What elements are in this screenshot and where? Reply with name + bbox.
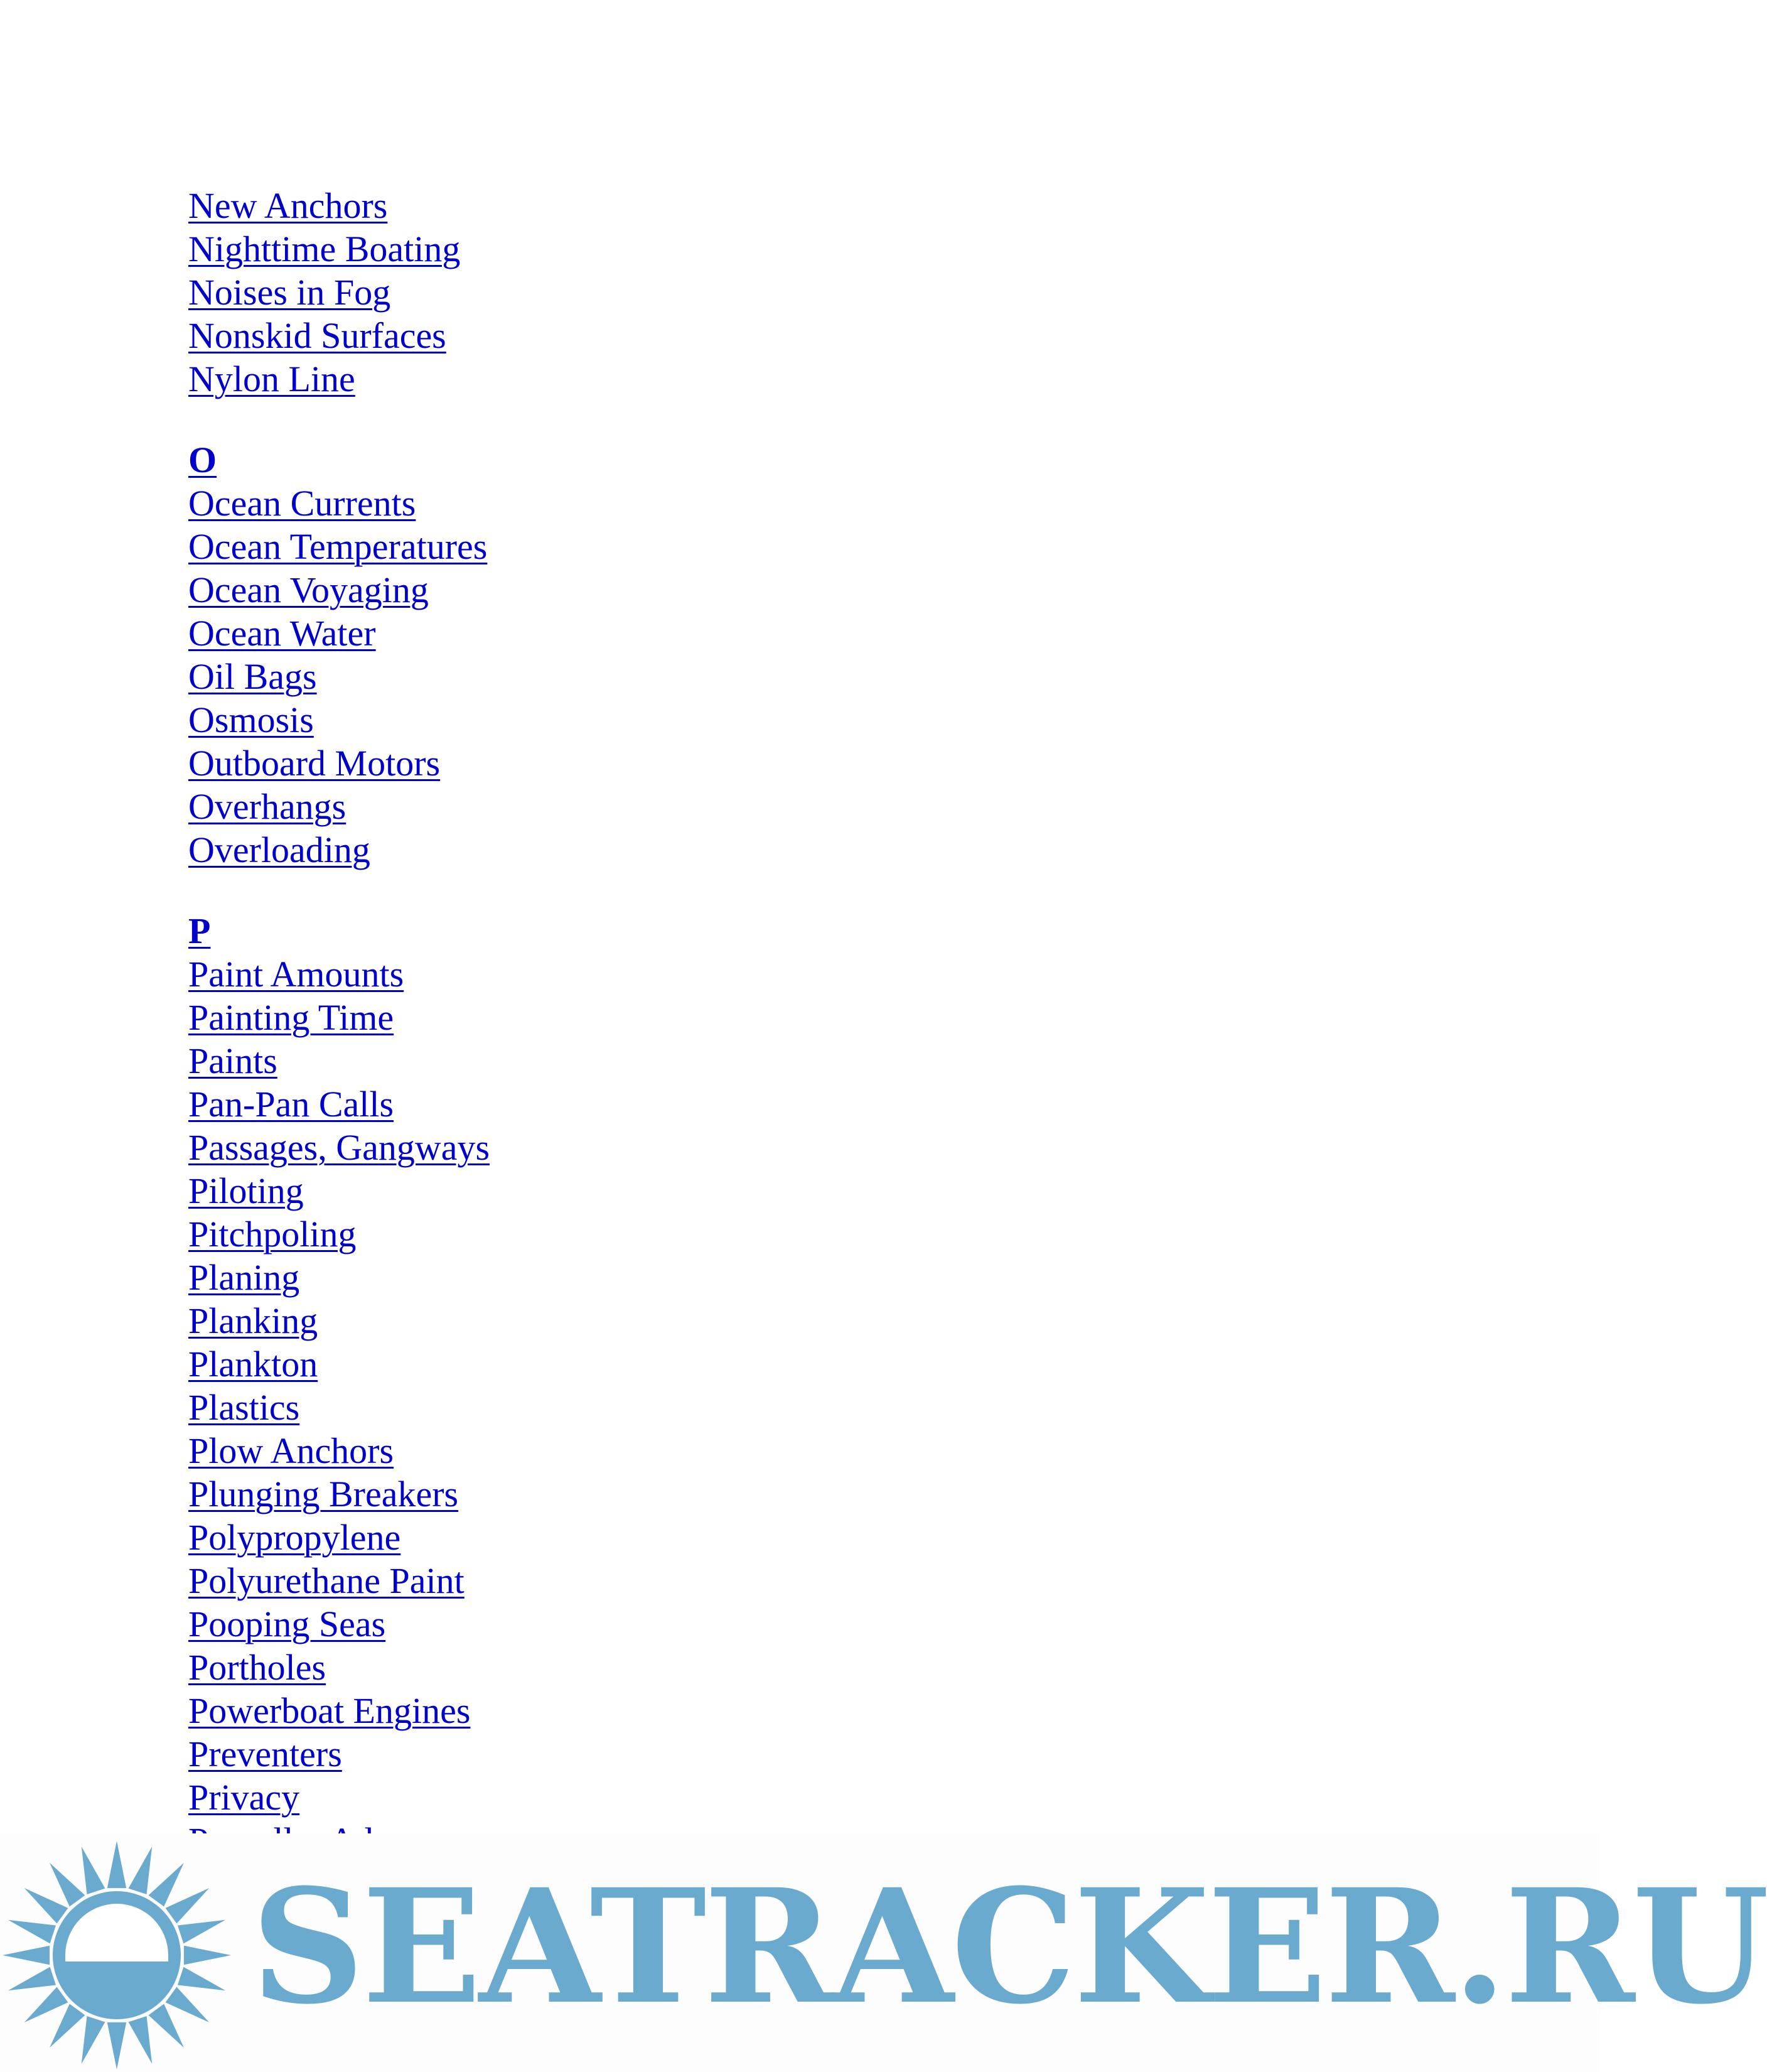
- index-group-p: [188, 909, 1193, 1862]
- sun-ray: [166, 1987, 210, 2022]
- sun-ray: [107, 1841, 126, 1888]
- sun-ray: [82, 1847, 105, 1894]
- index-link[interactable]: Planking: [188, 1300, 318, 1341]
- index-group-n: [188, 184, 1193, 401]
- index-link[interactable]: Paint Amounts: [188, 954, 404, 995]
- sun-ray: [50, 2004, 85, 2048]
- sun-ray: [129, 2016, 153, 2064]
- sun-ray: [3, 1946, 50, 1965]
- index-link[interactable]: Painting Time: [188, 997, 394, 1038]
- sun-icon: [0, 1838, 234, 2072]
- index-link[interactable]: Osmosis: [188, 699, 314, 740]
- sun-ray: [166, 1888, 210, 1923]
- index-link[interactable]: Ocean Temperatures: [188, 526, 488, 567]
- letter-heading-p[interactable]: P: [188, 910, 211, 951]
- index-link[interactable]: Pitchpoling: [188, 1214, 357, 1255]
- sun-ray: [107, 2022, 126, 2069]
- index-link[interactable]: Oil Bags: [188, 656, 317, 697]
- index-link[interactable]: Overloading: [188, 829, 370, 870]
- index-link[interactable]: Outboard Motors: [188, 743, 441, 784]
- index-link[interactable]: Ocean Voyaging: [188, 569, 429, 610]
- index-link[interactable]: Ocean Currents: [188, 483, 416, 524]
- index-group-o: [188, 438, 1193, 871]
- index-link[interactable]: Overhangs: [188, 786, 346, 827]
- index-link[interactable]: Plunging Breakers: [188, 1474, 459, 1514]
- sun-ray: [149, 1863, 184, 1907]
- sun-ray: [24, 1987, 68, 2022]
- index-link[interactable]: Noises in Fog: [188, 272, 391, 313]
- letter-heading-o[interactable]: O: [188, 440, 217, 480]
- index-link[interactable]: Portholes: [188, 1647, 326, 1688]
- index-link[interactable]: Preventers: [188, 1734, 342, 1774]
- index-link[interactable]: Nylon Line: [188, 359, 355, 399]
- sun-ray: [129, 1847, 153, 1894]
- sun-ray: [149, 2004, 184, 2048]
- index-link[interactable]: Planing: [188, 1257, 300, 1298]
- index-link[interactable]: Piloting: [188, 1170, 304, 1211]
- index-link[interactable]: Pan-Pan Calls: [188, 1084, 394, 1125]
- sun-ray: [50, 1863, 85, 1907]
- index-link[interactable]: Plastics: [188, 1387, 300, 1428]
- index-link[interactable]: New Anchors: [188, 185, 388, 226]
- sun-ray: [178, 1967, 225, 1991]
- index-link[interactable]: Powerboat Engines: [188, 1690, 471, 1731]
- index-link[interactable]: Nighttime Boating: [188, 229, 461, 269]
- index-link[interactable]: Polyurethane Paint: [188, 1560, 465, 1601]
- index-link[interactable]: Privacy: [188, 1777, 300, 1818]
- index-link[interactable]: Nonskid Surfaces: [188, 315, 446, 356]
- sun-ray: [184, 1946, 231, 1965]
- index-link[interactable]: Ocean Water: [188, 613, 376, 654]
- sun-ray: [24, 1888, 68, 1923]
- index-link[interactable]: Plow Anchors: [188, 1430, 394, 1471]
- index-link[interactable]: Pooping Seas: [188, 1604, 386, 1644]
- sun-ray: [8, 1920, 56, 1944]
- index-link[interactable]: Passages, Gangways: [188, 1127, 490, 1168]
- sun-ray: [8, 1967, 56, 1991]
- index-link[interactable]: Polypropylene: [188, 1517, 401, 1558]
- index-link[interactable]: Plankton: [188, 1344, 318, 1384]
- sun-ray: [82, 2016, 105, 2064]
- sun-ray: [178, 1920, 225, 1944]
- index-link[interactable]: Paints: [188, 1040, 277, 1081]
- watermark-text: SEATRACKER.RU: [251, 1854, 1767, 2039]
- topic-index: [188, 184, 1193, 1900]
